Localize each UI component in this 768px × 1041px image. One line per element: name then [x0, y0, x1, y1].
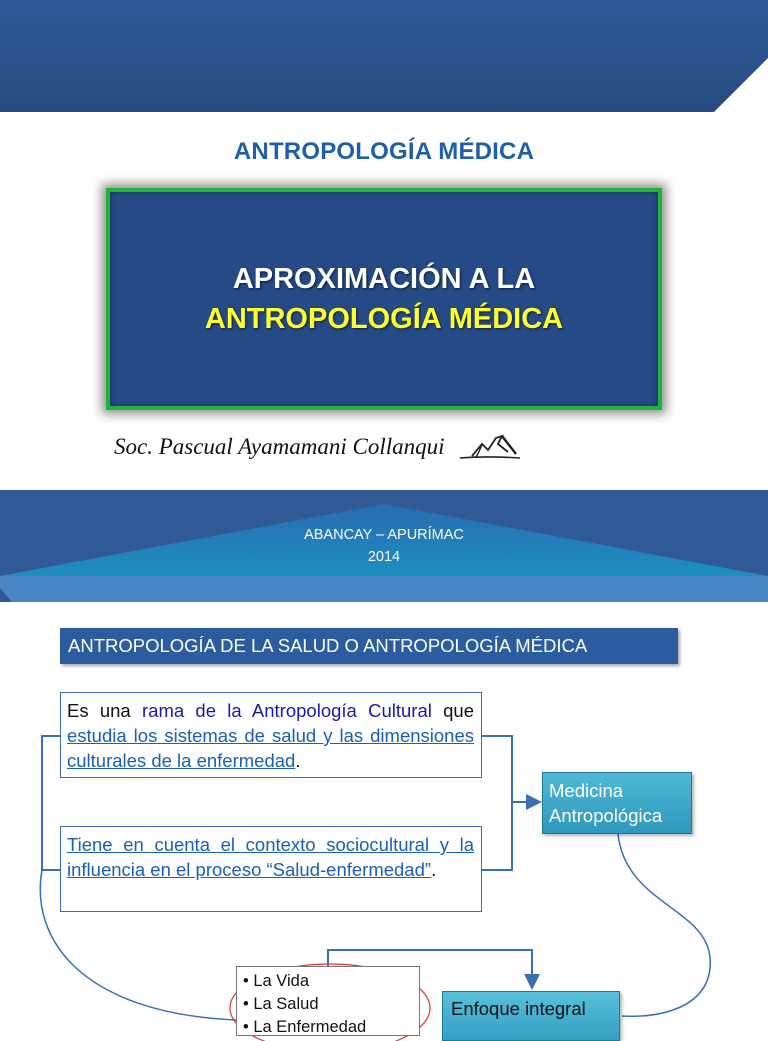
top-banner	[0, 0, 768, 112]
context-link[interactable]: Tiene en cuenta el contexto sociocultural y la influencia en el proceso “Salud-enfermedad”	[67, 834, 474, 880]
concept-list	[236, 966, 420, 1036]
title-slide	[0, 0, 768, 490]
location-text	[0, 524, 768, 568]
enfoque-box: Enfoque integral	[442, 991, 620, 1041]
location-label: ABANCAY – APURÍMAC	[304, 527, 464, 543]
slide-heading: ANTROPOLOGÍA MÉDICA	[233, 138, 535, 165]
definition-link[interactable]: estudia los sistemas de salud y las dimensiones culturales de la enfermedad	[67, 725, 474, 771]
list-item: • La Vida	[243, 972, 310, 990]
definition-text-2: que	[431, 700, 474, 721]
list-item: • La Salud	[243, 995, 319, 1013]
list-item: • La Enfermedad	[243, 1018, 367, 1036]
content-slide	[0, 608, 768, 1036]
definition-period: .	[295, 750, 301, 771]
context-box	[60, 826, 482, 912]
title-box	[106, 188, 662, 410]
context-period: .	[431, 859, 437, 880]
year-label: 2014	[367, 549, 401, 565]
medicina-box: Medicina Antropológica	[542, 772, 692, 834]
definition-text-1: Es una	[67, 700, 142, 721]
section-title: ANTROPOLOGÍA DE LA SALUD O ANTROPOLOGÍA MÉDICA	[60, 628, 678, 664]
author-name: Soc. Pascual Ayamamani Collanqui	[114, 434, 445, 459]
signature-icon	[458, 430, 524, 464]
definition-box	[60, 692, 482, 778]
title-line-2: ANTROPOLOGÍA MÉDICA	[204, 303, 564, 335]
title-line-1: APROXIMACIÓN A LA	[232, 263, 536, 295]
definition-highlight: rama de la Antropología Cultural	[142, 700, 432, 721]
